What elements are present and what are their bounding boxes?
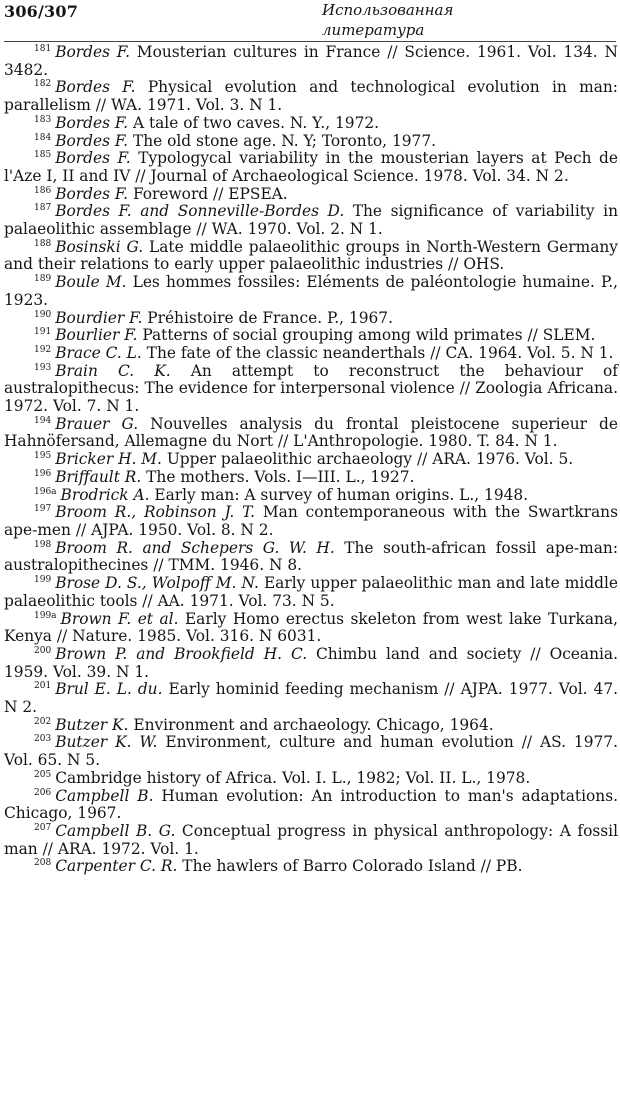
reference-entry [4,734,618,769]
reference-author: Brul E. L. du. [55,680,163,699]
reference-text: Nouvelles analysis du frontal pleistocene superieur de Hahnöfersand, Allemagne du Nort // L'Anthropologie. 1980. T. 84. N 1. [4,414,618,451]
reference-entry [4,310,618,328]
reference-text: Mousterian cultures in France // Science. 1961. Vol. 134. N 3482. [4,43,618,79]
header-rule [4,41,616,42]
running-title [322,0,453,40]
reference-number: 193 [34,362,52,373]
reference-author: Brown P. and Brookfield H. C. [55,644,308,663]
reference-number: 181 [34,44,52,54]
reference-number: 203 [34,734,52,745]
reference-author: Bordes F. and Sonneville-Bordes D. [55,202,345,221]
reference-text: The south-african fossil ape-man: australopithecines // TMM. 1946. N 8. [4,538,619,575]
page-header [4,0,616,44]
reference-author: Bosinski G. [55,237,144,256]
reference-entry [4,186,618,204]
reference-entry [4,150,618,185]
reference-author: Bourdier F. [55,308,143,327]
reference-entry [4,575,618,610]
reference-number: 198 [34,539,52,550]
reference-entry [4,770,618,788]
reference-text: Early upper palaeolithic man and late middle palaeolithic tools // AA. 1971. Vol. 73. N 5. [4,574,618,610]
reference-author: Brodrick A. [60,485,150,504]
reference-author: Bourlier F. [55,326,138,345]
reference-entry [4,858,618,876]
reference-author: Butzer K. W. [55,733,158,752]
running-title-line-1: Использованная [322,1,454,19]
reference-text: Chimbu land and society // Oceania. 1959. Vol. 39. N 1. [4,644,618,681]
reference-number: 196 [34,468,52,479]
reference-number: 194 [34,415,52,426]
reference-author: Bordes F. [55,78,136,97]
reference-author: Carpenter C. R. [55,857,178,876]
reference-text: Cambridge history of Africa. Vol. I. L., 1982; Vol. II. L., 1978. [55,768,531,787]
reference-number: 200 [34,645,52,656]
reference-text: Upper palaeolithic archaeology // ARA. 1976. Vol. 5. [161,450,574,469]
reference-number: 207 [34,822,52,833]
reference-text: Early man: A survey of human origins. L., 1948. [149,485,529,504]
reference-number: 206 [34,787,52,798]
reference-text: The significance of variability in palaeolithic assemblage // WA. 1970. Vol. 2. N 1. [4,202,618,239]
reference-number: 187 [34,203,52,214]
reference-author: Campbell B. G. [55,821,176,840]
reference-text: Early Homo erectus skeleton from west lake Turkana, Kenya // Nature. 1985. Vol. 316. N 6031. [4,609,618,646]
reference-author: Brose D. S., Wolpoff M. N. [55,574,259,593]
reference-entry [4,327,618,345]
reference-number: 205 [34,769,52,780]
reference-entry [4,646,618,681]
reference-text: Préhistoire de France. P., 1967. [142,308,393,327]
reference-entry [4,115,618,133]
reference-entry [4,823,618,858]
reference-entry [4,133,618,151]
reference-number: 190 [34,309,52,320]
reference-text: Foreword // EPSEA. [128,184,288,203]
reference-number: 182 [34,79,52,90]
reference-text: The old stone age. N. Y; Toronto, 1977. [128,131,436,150]
reference-number: 191 [34,327,52,338]
reference-author: Bordes F. [55,113,129,132]
reference-text: An attempt to reconstruct the behaviour of australopithecus: The evidence for interpersonal violence // Zoologia Africana. 1972. Vol. 7. N 1. [4,361,619,416]
reference-entry [4,681,618,716]
reference-number: 195 [34,451,52,462]
reference-entry [4,487,618,505]
reference-text: Conceptual progress in physical anthropology: A fossil man // ARA. 1972. Vol. 1. [4,821,618,858]
reference-list [4,44,618,876]
reference-author: Brauer G. [55,414,139,433]
reference-number: 201 [34,681,52,692]
reference-text: Environment and archaeology. Chicago, 1964. [128,715,494,734]
reference-number: 196a [34,486,57,497]
reference-text: The hawlers of Barro Colorado Island // PB. [177,857,523,876]
reference-text: Physical evolution and technological evolution in man: parallelism // WA. 1971. Vol. 3. N 1. [4,78,618,115]
reference-author: Bordes F. [55,131,129,150]
reference-entry [4,788,618,823]
reference-number: 202 [34,716,52,727]
reference-author: Briffault R. [55,467,142,486]
reference-entry [4,469,618,487]
reference-author: Brown F. et al. [60,609,179,628]
reference-author: Brace C. L. [55,343,142,362]
reference-author: Bricker H. M. [55,450,162,469]
reference-number: 185 [34,150,52,161]
reference-text: A tale of two caves. N. Y., 1972. [128,113,380,132]
reference-number: 183 [34,114,52,125]
reference-number: 199a [34,610,57,621]
reference-entry [4,79,618,114]
reference-text: Late middle palaeolithic groups in North-Western Germany and their relations to early upper palaeolithic industries // OHS. [4,237,618,274]
reference-author: Bordes F. [55,149,131,168]
reference-author: Boule M. [55,273,127,292]
reference-number: 188 [34,238,52,249]
reference-entry [4,416,618,451]
reference-text: Environment, culture and human evolution // AS. 1977. Vol. 65. N 5. [4,733,618,770]
reference-author: Bordes F. [55,184,129,203]
reference-author: Campbell B. [55,786,154,805]
reference-author: Bordes F. [55,43,130,61]
reference-entry [4,611,618,646]
reference-number: 197 [34,504,52,515]
reference-author: Butzer K. [55,715,129,734]
reference-number: 192 [34,344,52,355]
reference-author: Brain C. K. [55,361,171,380]
reference-entry [4,504,618,539]
reference-author: Broom R., Robinson J. T. [55,503,256,522]
reference-text: Human evolution: An introduction to man's adaptations. Chicago, 1967. [4,786,618,823]
reference-text: Patterns of social grouping among wild primates // SLEM. [137,326,596,345]
page-number: 306/307 [4,2,79,21]
reference-number: 184 [34,132,52,143]
reference-entry [4,274,618,309]
reference-entry [4,239,618,274]
reference-number: 208 [34,858,52,869]
reference-entry [4,451,618,469]
reference-entry [4,540,618,575]
reference-number: 199 [34,575,52,586]
reference-text: The fate of the classic neanderthals // CA. 1964. Vol. 5. N 1. [141,343,614,362]
reference-entry [4,717,618,735]
reference-text: The mothers. Vols. I—III. L., 1927. [141,467,415,486]
reference-number: 186 [34,185,52,196]
reference-entry [4,345,618,363]
reference-author: Broom R. and Schepers G. W. H. [55,538,335,557]
running-title-line-2: литература [322,21,425,39]
reference-number: 189 [34,274,52,285]
reference-entry [4,363,618,416]
reference-entry [4,203,618,238]
reference-text: Typologycal variability in the mousterian layers at Pech de l'Aze I, II and IV // Journal of Archaeological Science. 1978. Vol. 34. N 2. [4,149,618,185]
reference-text: Les hommes fossiles: Eléments de paléontologie humaine. P., 1923. [4,273,618,309]
reference-text: Man contemporaneous with the Swartkrans ape-men // AJPA. 1950. Vol. 8. N 2. [4,503,618,539]
reference-text: Early hominid feeding mechanism // AJPA. 1977. Vol. 47. N 2. [4,680,619,717]
reference-entry [4,44,618,79]
